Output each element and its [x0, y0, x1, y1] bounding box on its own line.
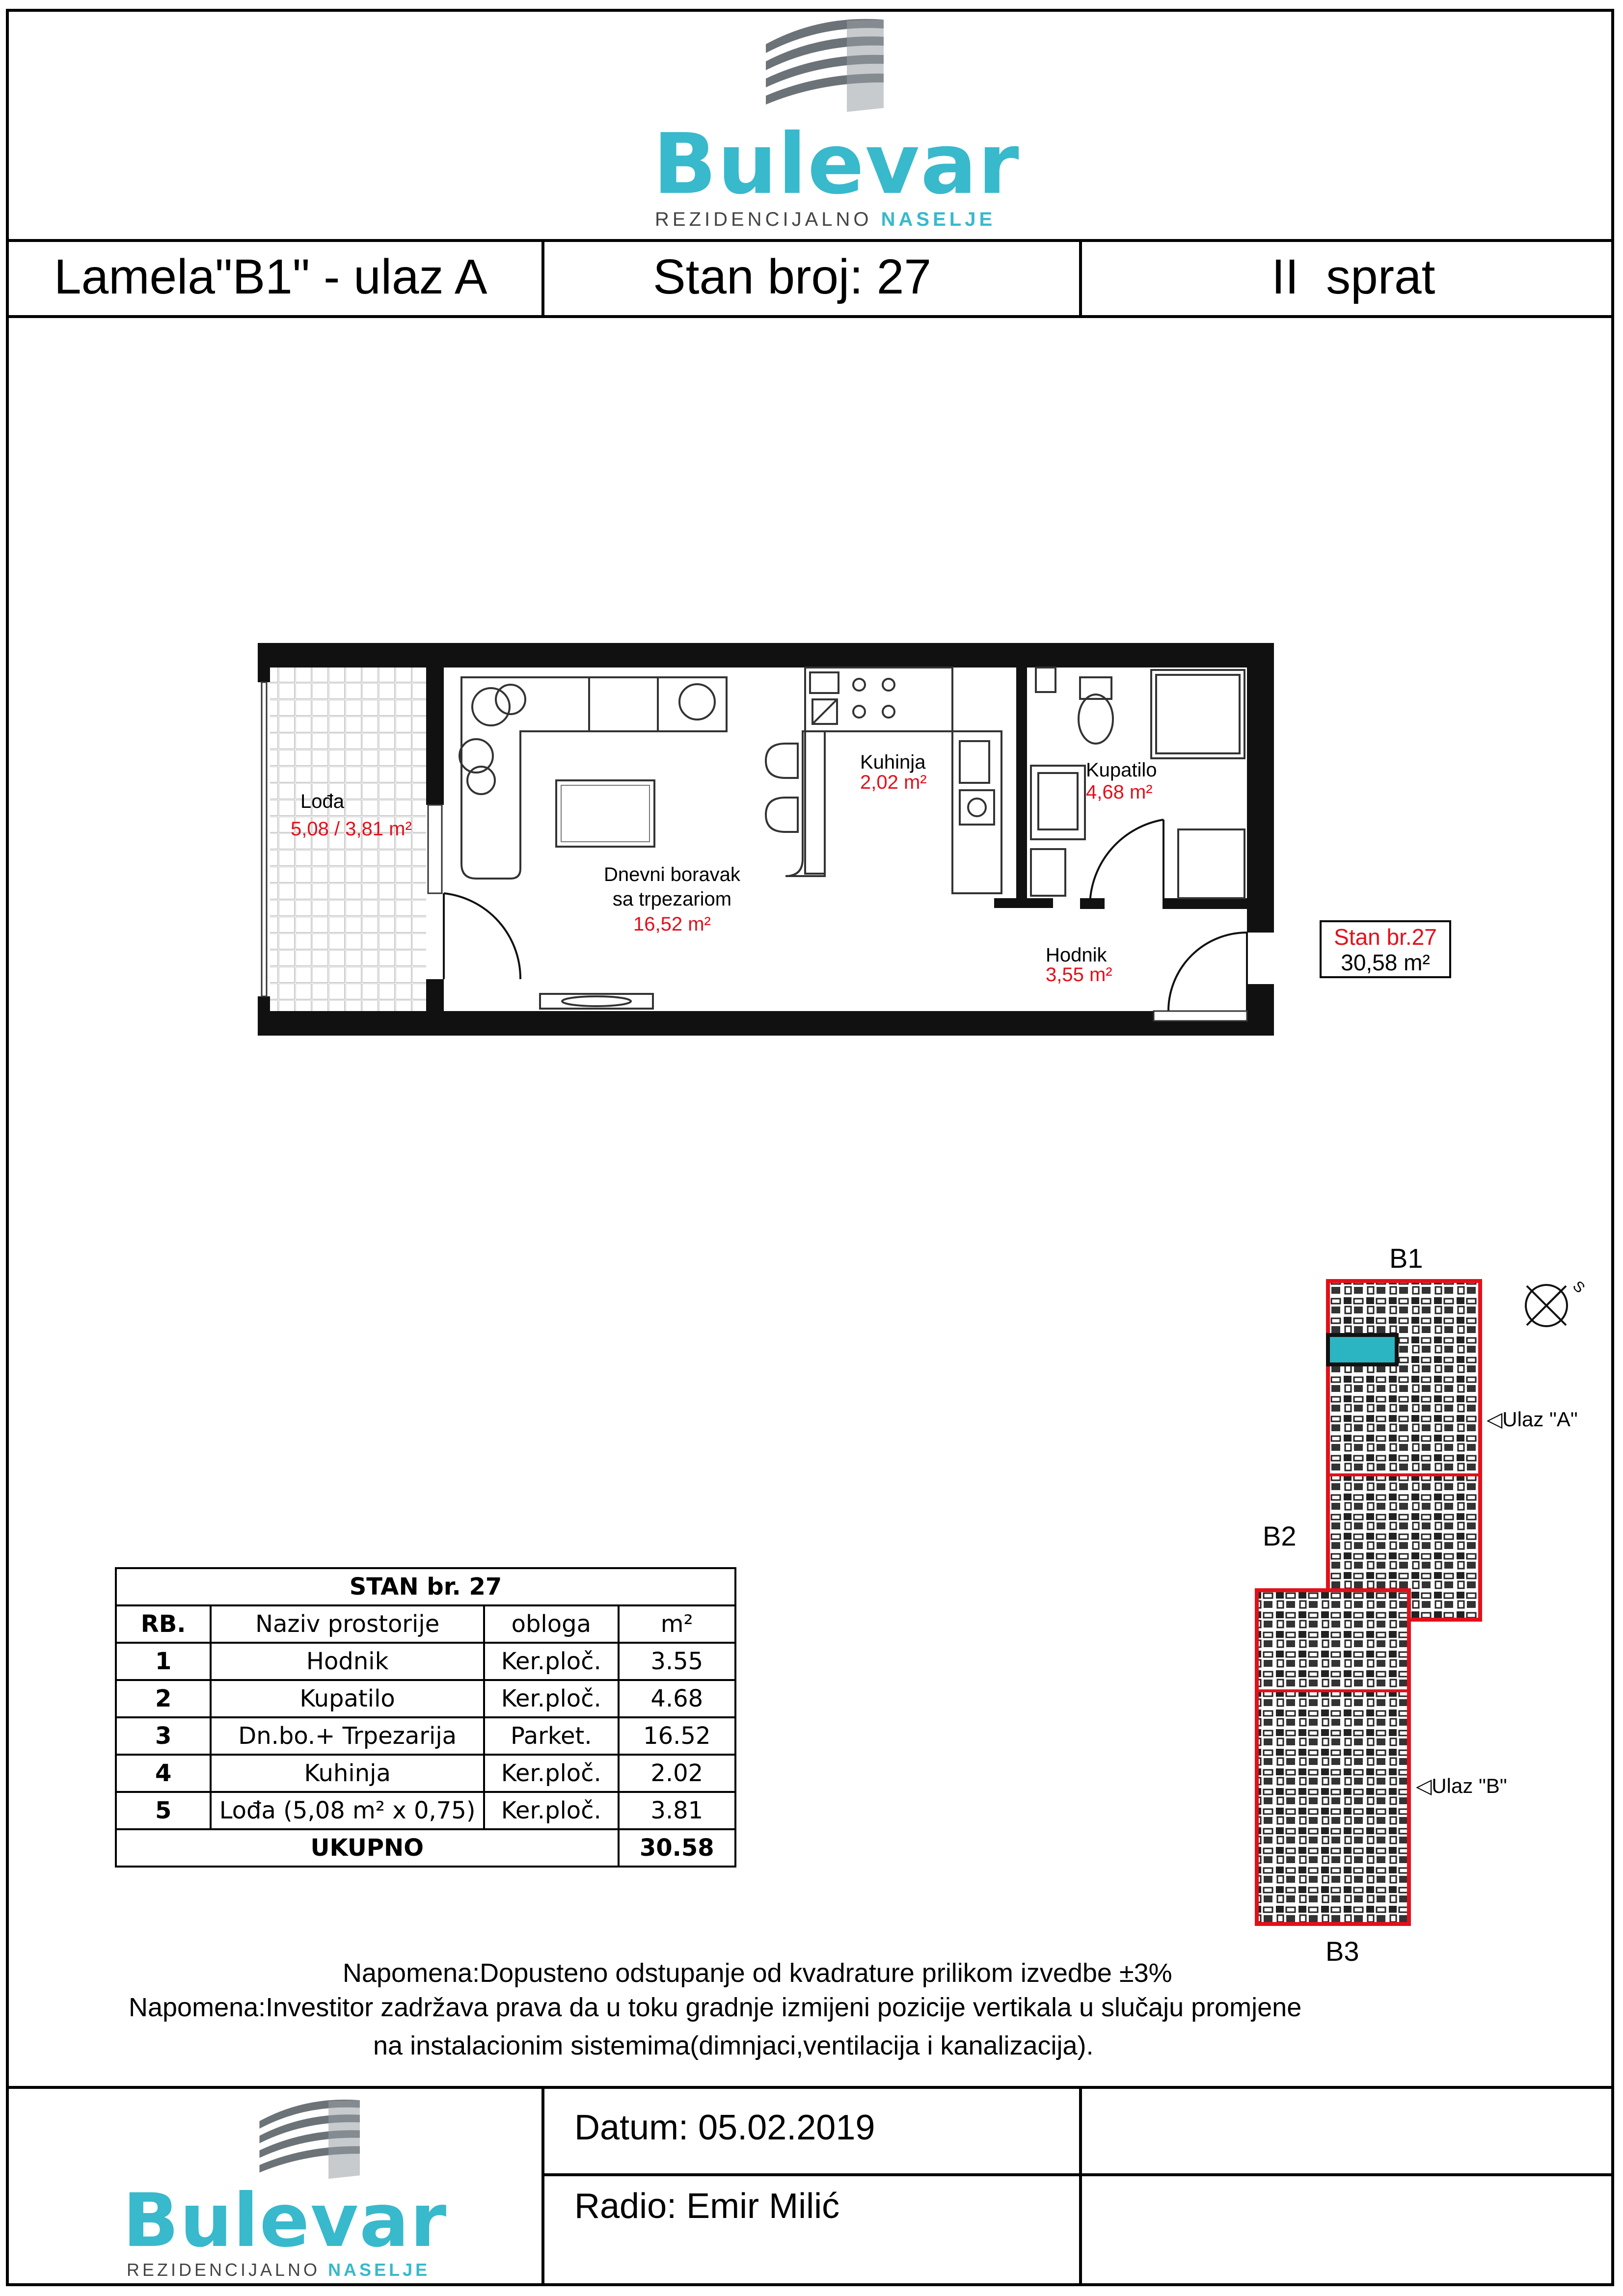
wall-left-top [258, 643, 270, 682]
table-cell: Ker.ploč. [484, 1680, 619, 1717]
room-name-living: Dnevni boravak sa trpezariom [604, 864, 740, 910]
table-cell: Ker.ploč. [484, 1792, 619, 1829]
header-bottom-rule [6, 315, 1614, 318]
table-cell: 16.52 [619, 1717, 735, 1755]
toilet-icon [1036, 667, 1113, 744]
table-cell: 2 [116, 1680, 211, 1717]
logo-subtitle-prefix: REZIDENCIJALNO [655, 209, 872, 230]
logo-subtitle-prefix: REZIDENCIJALNO [127, 2260, 321, 2280]
floor-plan [245, 633, 1276, 1065]
table-title: STAN br. 27 [116, 1568, 735, 1605]
footer-date: Datum: 05.02.2019 [574, 2108, 875, 2147]
apartment-total-box [1320, 920, 1451, 978]
footer-mid-rule [541, 2173, 1614, 2176]
footer-author: Radio: Emir Milić [574, 2187, 840, 2226]
wall-bottom [258, 1011, 1274, 1036]
top-logo [638, 15, 1020, 231]
block-label-b2: B2 [1263, 1521, 1297, 1551]
header-divider-1 [541, 239, 544, 318]
apartment-label: Stan br.27 [1334, 924, 1437, 950]
sofa-icon [460, 677, 727, 879]
table-cell: 4 [116, 1755, 211, 1792]
table-cell: Parket. [484, 1717, 619, 1755]
wall-right [1247, 643, 1274, 933]
building-logo-icon [761, 15, 893, 118]
bar-stools-icon [766, 731, 825, 876]
header-floor: II sprat [1271, 249, 1435, 304]
note-investor: Napomena:Investitor zadržava prava da u toku gradnje izmijeni pozicije vertikala u slučaju promjene [129, 1993, 1302, 2022]
header-divider-2 [1079, 239, 1082, 318]
room-area-lodja: 5,08 / 3,81 m² [291, 818, 412, 840]
header-stan-number: Stan broj: 27 [653, 249, 932, 304]
entrance-a-label: ◁Ulaz "A" [1487, 1408, 1578, 1431]
area-table [115, 1567, 736, 1868]
room-area-hallway: 3,55 m² [1046, 964, 1112, 986]
room-area-kitchen: 2,02 m² [860, 772, 927, 793]
table-cell: Kuhinja [211, 1755, 484, 1792]
table-header: RB. [116, 1605, 211, 1643]
table-cell: Kupatilo [211, 1680, 484, 1717]
wall-top [258, 643, 1274, 667]
page-frame [6, 9, 1614, 2286]
table-cell: 2.02 [619, 1755, 735, 1792]
wall-loggia [426, 643, 444, 805]
table-title-row [116, 1568, 735, 1605]
footer-top-rule [6, 2086, 1614, 2089]
logo-subtitle-suffix: NASELJE [881, 209, 996, 230]
table-cell: Ker.ploč. [484, 1755, 619, 1792]
table-header-row [116, 1605, 735, 1643]
block-b2-b3 [1257, 1590, 1409, 1924]
room-area-living: 16,52 m² [633, 913, 711, 935]
table-header: m² [619, 1605, 735, 1643]
site-plan [1252, 1276, 1596, 1929]
block-label-b1: B1 [1389, 1243, 1423, 1274]
table-row [116, 1755, 735, 1792]
logo-subtitle-suffix: NASELJE [328, 2260, 431, 2280]
table-cell: 4.68 [619, 1680, 735, 1717]
table-row [116, 1717, 735, 1755]
room-name-kitchen: Kuhinja [860, 751, 926, 773]
wall-bathroom-left [1016, 667, 1027, 726]
logo-wordmark: Bulevar [123, 2178, 448, 2264]
table-total-value: 30.58 [619, 1829, 735, 1867]
table-header: obloga [484, 1605, 619, 1643]
table-total-row [116, 1829, 735, 1867]
tv-unit-icon [540, 994, 653, 1009]
table-cell: Ker.ploč. [484, 1643, 619, 1680]
table-row [116, 1643, 735, 1680]
block-label-b3: B3 [1325, 1936, 1359, 1967]
table-cell: 3 [116, 1717, 211, 1755]
wall-left-bottom [258, 996, 270, 1036]
table-cell: Lođa (5,08 m² x 0,75) [211, 1792, 484, 1829]
table-cell: 1 [116, 1643, 211, 1680]
sink-icon [1031, 766, 1085, 839]
building-logo-icon [255, 2096, 368, 2184]
logo-subtitle [655, 209, 996, 230]
coffee-table-icon [556, 780, 654, 847]
footer-divider-2 [1079, 2086, 1082, 2286]
table-row [116, 1792, 735, 1829]
table-row [116, 1680, 735, 1717]
note-tolerance: Napomena:Dopusteno odstupanje od kvadrature prilikom izvedbe ±3% [343, 1958, 1172, 1988]
logo-wordmark: Bulevar [653, 116, 1020, 213]
header-lamela: Lamela"B1" - ulaz A [54, 249, 487, 304]
table-cell: Dn.bo.+ Trpezarija [211, 1717, 484, 1755]
room-name-bathroom: Kupatilo [1086, 759, 1157, 781]
compass-north-label: S [1569, 1278, 1588, 1297]
table-cell: 5 [116, 1792, 211, 1829]
footer-divider-1 [541, 2086, 544, 2286]
table-header: Naziv prostorije [211, 1605, 484, 1643]
shower-icon [1151, 670, 1244, 898]
entrance-b-label: ◁Ulaz "B" [1416, 1774, 1507, 1797]
compass-icon [1526, 1285, 1567, 1326]
room-name-hallway: Hodnik [1046, 944, 1107, 966]
table-cell: 3.55 [619, 1643, 735, 1680]
note-installations: na instalacionim sistemima(dimnjaci,ventilacija i kanalizacija). [373, 2031, 1094, 2060]
header-top-rule [6, 239, 1614, 242]
washer-icon [1031, 849, 1065, 896]
highlighted-apartment [1328, 1335, 1397, 1364]
table-total-label: UKUPNO [116, 1829, 619, 1867]
apartment-total-area: 30,58 m² [1341, 950, 1430, 975]
block-b1 [1328, 1281, 1480, 1620]
table-cell: Hodnik [211, 1643, 484, 1680]
room-area-bathroom: 4,68 m² [1086, 781, 1153, 803]
logo-subtitle [127, 2260, 430, 2280]
footer-logo [123, 2096, 448, 2282]
room-name-lodja: Lođa [300, 791, 344, 812]
table-cell: 3.81 [619, 1792, 735, 1829]
